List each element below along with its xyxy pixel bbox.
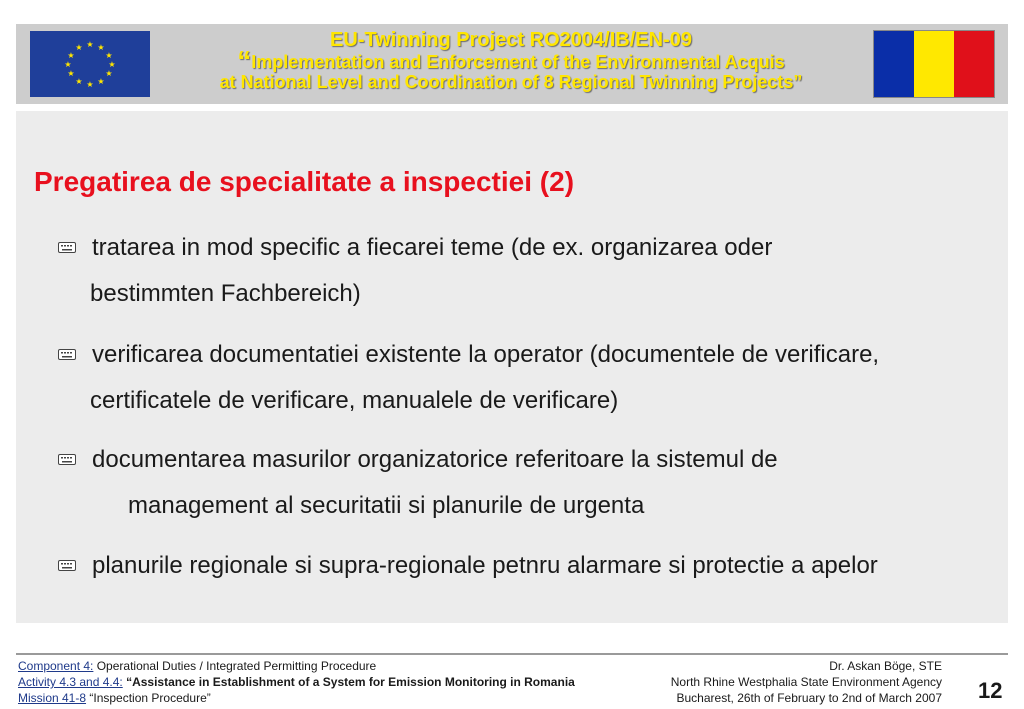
svg-text:★: ★ [67, 51, 75, 60]
open-quote: “ [237, 45, 252, 76]
keyboard-bullet-icon [58, 240, 76, 254]
keyboard-bullet-icon [58, 452, 76, 466]
svg-text:★: ★ [75, 77, 83, 86]
mission-text: “Inspection Procedure” [86, 691, 211, 705]
footer-activity [18, 674, 575, 690]
bullet-text-line1: planurile regionale si supra-regionale petnru alarmare si protectie a apelor [92, 552, 878, 579]
flag-stripe-red [954, 31, 994, 97]
flag-stripe-blue [874, 31, 914, 97]
footer-left-block [18, 658, 575, 706]
component-label: Component 4: [18, 659, 94, 673]
flag-stripe-yellow [914, 31, 954, 97]
svg-text:★: ★ [105, 51, 113, 60]
footer-right-block [671, 658, 942, 706]
activity-label: Activity 4.3 and 4.4: [18, 675, 123, 689]
bullet-text-line2: management al securitatii si planurile de urgenta [128, 492, 645, 519]
page-number: 12 [978, 678, 1003, 703]
svg-text:★: ★ [67, 69, 75, 78]
mission-label: Mission 41-8 [18, 691, 87, 705]
bullet-text-line1: tratarea in mod specific a fiecarei teme (de ex. organizarea oder [92, 234, 773, 261]
slide-content [16, 111, 1008, 623]
eu-flag-icon [30, 31, 150, 97]
bullet-text-line2: certificatele de verificare, manualele de verificare) [90, 387, 619, 414]
bullet-text-line1: documentarea masurilor organizatorice referitoare la sistemul de [92, 446, 778, 473]
bullet-text-line2: bestimmten Fachbereich) [90, 280, 361, 307]
svg-text:★: ★ [86, 40, 94, 49]
keyboard-bullet-icon [58, 347, 76, 361]
project-subtitle [151, 45, 871, 76]
component-text: Operational Duties / Integrated Permitting Procedure [93, 659, 377, 673]
svg-text:★: ★ [105, 69, 113, 78]
romania-flag-icon [873, 30, 995, 98]
project-code: EU-Twinning Project RO2004/IB/EN-09 [330, 29, 692, 51]
activity-text: “Assistance in Establishment of a System for Emission Monitoring in Romania [122, 675, 575, 689]
project-subtitle-text: Implementation and Enforcement of the Environmental Acquis [251, 52, 785, 72]
footer-mission [18, 690, 575, 706]
svg-text:★: ★ [64, 60, 72, 69]
svg-text:★: ★ [86, 80, 94, 89]
bullet-text-line1: verificarea documentatiei existente la operator (documentele de verificare, [92, 341, 880, 368]
svg-text:★: ★ [75, 43, 83, 52]
footer-component [18, 658, 575, 674]
project-title [151, 28, 871, 92]
svg-text:★: ★ [97, 77, 105, 86]
footer-location-date: Bucharest, 26th of February to 2nd of March 2007 [676, 691, 942, 705]
slide-header [16, 24, 1008, 104]
project-subtitle-line3: at National Level and Coordination of 8 Regional Twinning Projects” [219, 72, 803, 92]
footer-agency: North Rhine Westphalia State Environment Agency [670, 675, 942, 689]
keyboard-bullet-icon [58, 558, 76, 572]
footer-divider [16, 653, 1008, 655]
svg-text:★: ★ [108, 60, 116, 69]
slide-title: Pregatirea de specialitate a inspectiei (2) [34, 166, 575, 197]
footer-author: Dr. Askan Böge, STE [829, 659, 942, 673]
svg-text:★: ★ [97, 43, 105, 52]
